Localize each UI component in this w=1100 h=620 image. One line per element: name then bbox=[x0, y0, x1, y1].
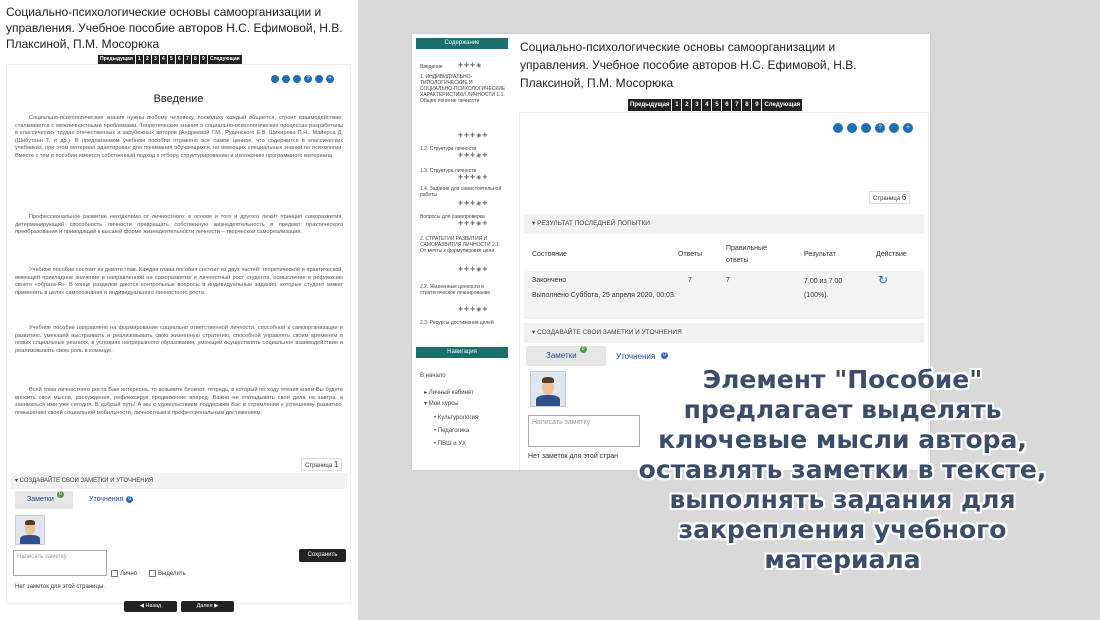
paragraph: Социально-психологические знания нужны любому человеку, поскольку каждый общается, строит взаимодействие, сталкивается с межличностными проблемами. Теоретические знания о социально-психологических процессах разработаны в классических трудах отечественных и зарубежных авторов (Андреевой Г.М., Руденского Е.В. Шихирева П.Н., Майерса Д. (Шибутани Т. и др.). В предлагаемом учебном пособии отражено все самое ценное, что содержится в классических учебниках, при этом материал адаптирован для понимания обучающихся, не имеющих специальных знаний по психологии. Вместе с тем в пособии имеется собственный подход к отбору, структурированию и изложению программного материала. bbox=[15, 115, 343, 159]
toc-item[interactable]: Вопросы для самопроверки bbox=[420, 214, 485, 220]
refresh-icon[interactable]: ↻ bbox=[878, 273, 889, 287]
avatar bbox=[15, 515, 45, 545]
edit-icon[interactable] bbox=[315, 75, 323, 83]
page-link[interactable]: 2 bbox=[682, 99, 691, 111]
nav-courses-label: Мои курсы bbox=[428, 401, 459, 407]
tool-icons bbox=[833, 123, 913, 133]
page-link[interactable]: 2 bbox=[144, 55, 151, 64]
help-icon[interactable]: ? bbox=[875, 123, 885, 133]
checkbox-icon[interactable] bbox=[293, 75, 301, 83]
navigation-header: Навигация bbox=[416, 347, 508, 358]
add-icon[interactable]: + bbox=[326, 75, 334, 83]
notes-section-toggle[interactable]: ▾ СОЗДАВАЙТЕ СВОИ ЗАМЕТКИ И УТОЧНЕНИЯ bbox=[524, 323, 924, 343]
toc-item[interactable]: 1.4. Задания для самостоятельной работы bbox=[420, 186, 502, 198]
page-link[interactable]: 1 bbox=[136, 55, 143, 64]
add-icon[interactable]: + bbox=[903, 123, 913, 133]
refinements-count-badge: 0 bbox=[126, 496, 133, 503]
paragraph: Учебное пособие состоит из девяти глав. Каждая глава пособия состоит из двух частей: теоретической и практической, имеющей прикладное значение и направленной на саморазвитие и личностный рост студента, осмысление и рефлексию своего «образа-Я». В конце разделов даются контрольные вопросы и индивидуальные задания, которые студент может применять в целях самопознания и индивидуального личностного роста. bbox=[15, 267, 343, 296]
section-heading: Введение bbox=[153, 93, 204, 105]
page-label: Страница bbox=[873, 196, 901, 202]
page-link[interactable]: 5 bbox=[712, 99, 721, 111]
toc-tools[interactable]: ✚✚✚◉✚ bbox=[458, 221, 489, 227]
page-link[interactable]: 8 bbox=[192, 55, 199, 64]
help-icon[interactable]: ? bbox=[304, 75, 312, 83]
nav-home-link[interactable]: В начало bbox=[420, 373, 446, 379]
contrast-icon[interactable] bbox=[833, 123, 843, 133]
caption-line: материала bbox=[764, 545, 921, 574]
pagination bbox=[628, 99, 802, 111]
tab-notes[interactable] bbox=[15, 491, 73, 509]
toc-item[interactable]: 2.2. Жизненные ценности и стратегическое планирование bbox=[420, 284, 491, 296]
nav-courses-link[interactable]: ▾ Мои курсы bbox=[424, 401, 459, 407]
caption-line: Элемент "Пособие" bbox=[702, 365, 983, 394]
page-indicator bbox=[301, 458, 342, 471]
notes-count-badge: 0 bbox=[57, 491, 64, 498]
page-title: Социально-психологические основы самоорганизации и управления. Учебное пособие авторов Н.С. Ефимовой, Н.В. Плаксиной, П.М. Мосорюка bbox=[6, 5, 343, 51]
paragraph: Профессиональное развитие неотделимо от личностного: в основе и того и другого лежит принцип саморазвития, детерминирующий способность личности превращать собственную жизнедеятельность в предмет практического преобразования и приводящий к высшей форме жизнедеятельности личности – творческой самореализации. bbox=[15, 214, 343, 235]
answers-cell: 7 bbox=[688, 277, 692, 284]
caption-overlay bbox=[585, 365, 1100, 575]
comment-icon[interactable] bbox=[847, 123, 857, 133]
page-link[interactable]: 6 bbox=[176, 55, 183, 64]
private-checkbox[interactable] bbox=[111, 570, 137, 577]
page-link[interactable]: 5 bbox=[168, 55, 175, 64]
status-cell: Закончено bbox=[532, 277, 567, 284]
page-link[interactable]: 1 bbox=[672, 99, 681, 111]
course-label: Культурология bbox=[437, 415, 479, 421]
completed-cell: Выполнено Суббота, 25 апреля 2020, 00:03. bbox=[532, 292, 676, 299]
checkbox-icon[interactable] bbox=[861, 123, 871, 133]
toc-item[interactable]: 2.3. Ресурсы достижения целей bbox=[420, 320, 494, 326]
avatar bbox=[530, 371, 566, 407]
nav-cabinet-label: Личный кабинет bbox=[428, 390, 474, 396]
toc-tools[interactable]: ✚✚✚◉✚ bbox=[458, 133, 489, 139]
toc-tools[interactable]: ✚✚✚◉ bbox=[458, 63, 483, 69]
back-button[interactable]: ◀ Назад bbox=[124, 601, 177, 612]
pagination bbox=[98, 55, 242, 64]
paragraph: Всей тома личностного роста Вам интересна, то возьмите блокнот, тетрадь, в который по ходу чтения книги Вы будете вносить свои мысли, рассуждения, рефлексируя продвижение вперед. Важно не откладывать свои дела на завтра, а заниматься ими уже сегодня. В добрый путь! А мы с удовольствием поддержим Вас в стремлении к успешному развитию, повышению своей социальной мобильности, личностным и профессиональным достижениям. bbox=[15, 387, 343, 416]
tab-refinements-label: Уточнения bbox=[616, 352, 656, 361]
result-cell: 7.00 из 7.00 (100%). bbox=[804, 278, 843, 299]
page-title: Социально-психологические основы самоорганизации и управления. Учебное пособие авторов Н.С. Ефимовой, Н.В. Плаксиной, П.М. Мосорюка bbox=[520, 40, 857, 90]
no-notes-message: Нет заметок для этой стран bbox=[528, 453, 619, 460]
left-screenshot bbox=[0, 0, 358, 620]
page-number: 6 bbox=[901, 193, 907, 202]
tab-notes[interactable] bbox=[526, 346, 606, 366]
page-link[interactable]: 3 bbox=[692, 99, 701, 111]
contents-header: Содержание bbox=[416, 38, 508, 49]
toc-tools[interactable]: ✚✚✚◉✚ bbox=[458, 175, 489, 181]
page-indicator bbox=[869, 191, 910, 204]
private-label: Лично bbox=[120, 571, 138, 578]
toc-tools[interactable]: ✚✚✚◉✚ bbox=[458, 267, 489, 273]
col-header-result: Результат bbox=[804, 251, 836, 258]
course-link[interactable]: • Педагогика bbox=[434, 428, 470, 434]
next-button[interactable]: Далее ▶ bbox=[181, 601, 234, 612]
nav-cabinet-link[interactable]: ▸ Личный кабинет bbox=[424, 390, 474, 396]
edit-icon[interactable] bbox=[889, 123, 899, 133]
tab-notes-label: Заметки bbox=[546, 351, 577, 360]
refinements-count-badge: 0 bbox=[661, 352, 668, 359]
notes-section-toggle[interactable]: ▾ СОЗДАВАЙТЕ СВОИ ЗАМЕТКИ И УТОЧНЕНИЯ bbox=[11, 473, 347, 489]
notes-count-badge: 0 bbox=[580, 346, 587, 353]
caption-line: оставлять заметки в тексте, bbox=[638, 455, 1047, 484]
caption-line: выполнять задания для bbox=[669, 485, 1016, 514]
content-area bbox=[6, 64, 351, 604]
contrast-icon[interactable] bbox=[271, 75, 279, 83]
tab-refinements-label: Уточнения bbox=[89, 496, 124, 503]
tool-icons bbox=[271, 75, 334, 83]
toc-item[interactable]: 1.2. Структура личности bbox=[420, 146, 477, 152]
page-link[interactable]: 7 bbox=[732, 99, 741, 111]
toc-tools[interactable]: ✚✚✚◉✚ bbox=[458, 307, 489, 313]
tab-refinements[interactable] bbox=[616, 352, 668, 361]
toc-item[interactable]: 1.3. Структура личности bbox=[420, 168, 477, 174]
no-notes-message: Нет заметок для этой страницы. bbox=[15, 584, 105, 590]
page-link[interactable]: 9 bbox=[200, 55, 207, 64]
next-page-button[interactable]: Следующая bbox=[762, 99, 802, 111]
toc-item[interactable]: 1. ИНДИВИДУАЛЬНО-ТИПОЛОГИЧЕСКИЕ И СОЦИАЛЬНО-ПСИХОЛОГИЧЕСКИЕ ХАРАКТЕРИСТИКИ ЛИЧНОСТИ 1.1. Общее понятие личности bbox=[420, 74, 506, 104]
page-link[interactable]: 6 bbox=[722, 99, 731, 111]
result-section-toggle[interactable]: ▾ РЕЗУЛЬТАТ ПОСЛЕДНЕЙ ПОПЫТКИ bbox=[524, 214, 924, 234]
page-link[interactable]: 4 bbox=[160, 55, 167, 64]
page-link[interactable]: 8 bbox=[742, 99, 751, 111]
toc-tools[interactable]: ✚✚✚◉✚ bbox=[458, 153, 489, 159]
highlight-label: Выделить bbox=[158, 571, 186, 578]
prev-page-button[interactable]: Предыдущая bbox=[628, 99, 671, 111]
save-button[interactable]: Сохранить bbox=[299, 549, 346, 562]
col-header-answers: Ответы bbox=[678, 251, 703, 258]
highlight-checkbox[interactable] bbox=[149, 570, 186, 577]
course-link[interactable]: • Культурология bbox=[434, 415, 479, 421]
page-link[interactable]: 3 bbox=[152, 55, 159, 64]
tab-refinements[interactable] bbox=[89, 496, 133, 503]
toc-item[interactable]: 2. СТРАТЕГИИ РАЗВИТИЯ И САМОРАЗВИТИЯ ЛИЧНОСТИ 2.1. От мечты к формулировке цели bbox=[420, 236, 501, 254]
comment-icon[interactable] bbox=[282, 75, 290, 83]
toc-item[interactable]: Введение bbox=[420, 64, 443, 70]
course-link[interactable]: • ПВШ и УХ bbox=[434, 441, 467, 447]
col-header-status: Состояние bbox=[532, 251, 567, 258]
col-header-action: Действие bbox=[876, 251, 907, 258]
page-link[interactable]: 7 bbox=[184, 55, 191, 64]
caption-line: закрепления учебного bbox=[678, 515, 1007, 544]
caption-line: ключевые мысли автора, bbox=[658, 425, 1027, 454]
course-label: Педагогика bbox=[437, 428, 470, 434]
col-header-correct: Правильные ответы bbox=[726, 245, 767, 264]
page-link[interactable]: 9 bbox=[752, 99, 761, 111]
next-page-button[interactable]: Следующая bbox=[209, 56, 240, 62]
tab-notes-label: Заметки bbox=[27, 496, 54, 503]
paragraph: Учебное пособие направлено на формирование социально ответственной личности, способной к самоорганизации и развитию, умеющей выстраивать и реализовывать свою жизненную стратегию, способной управлять своим временем в новых социальных реалиях, в условиях непрерывного образования, умеющей осуществлять социальное взаимодействие и реализовывать свою роль в команде. bbox=[15, 325, 343, 354]
page-number: 1 bbox=[333, 460, 339, 469]
page-link[interactable]: 4 bbox=[702, 99, 711, 111]
prev-page-button[interactable]: Предыдущая bbox=[100, 56, 133, 62]
note-input[interactable]: Написать заметку bbox=[13, 550, 107, 576]
note-input[interactable]: Написать заметку bbox=[528, 415, 640, 447]
correct-cell: 7 bbox=[726, 277, 730, 284]
page-label: Страница bbox=[305, 463, 333, 469]
caption-line: предлагает выделять bbox=[683, 395, 1002, 424]
course-label: ПВШ и УХ bbox=[437, 441, 467, 447]
toc-tools[interactable]: ✚✚✚◉✚ bbox=[458, 201, 489, 207]
